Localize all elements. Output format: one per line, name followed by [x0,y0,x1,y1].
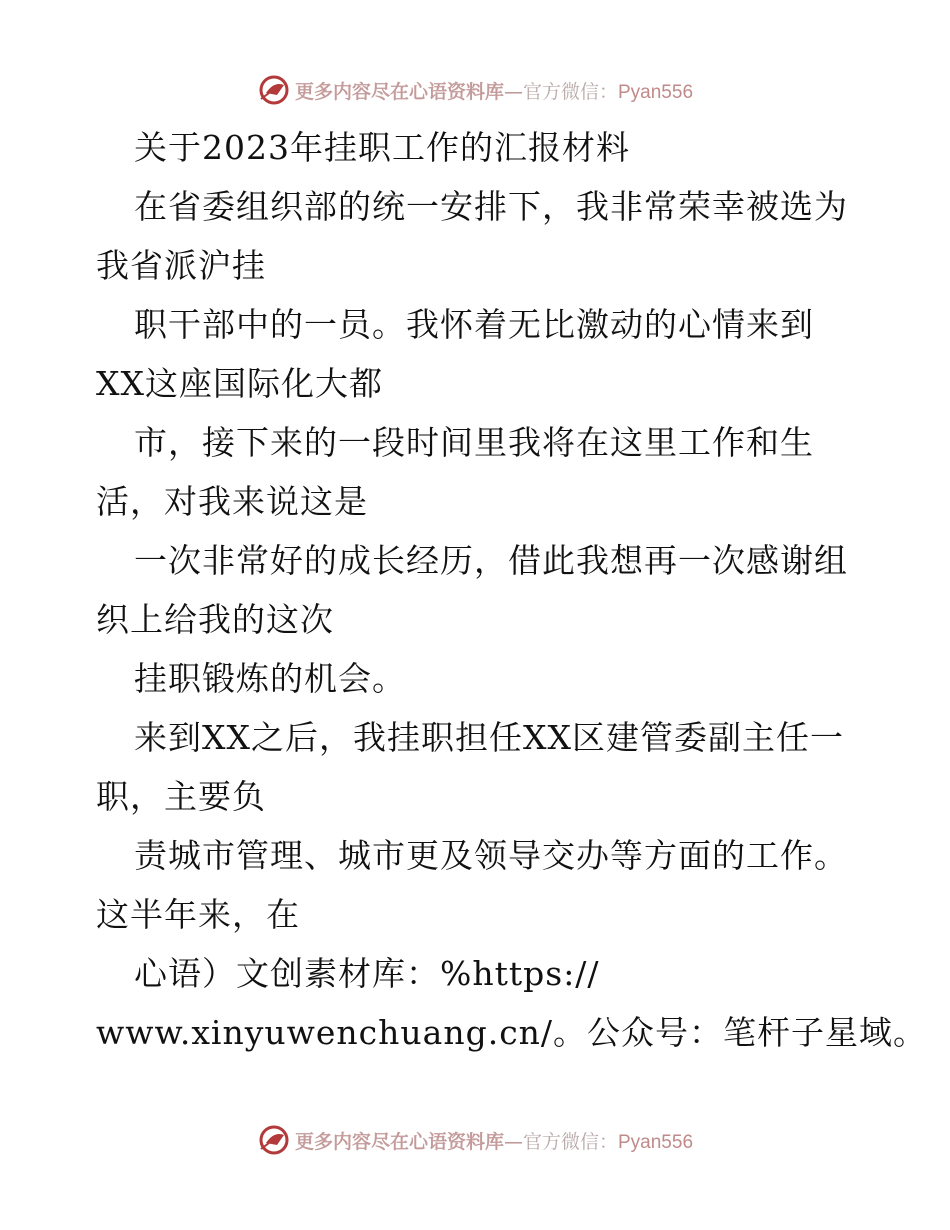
document-body [96,118,928,1062]
header-banner [0,70,950,110]
document-title: 关于2023年挂职工作的汇报材料 [134,128,630,167]
banner-dash: — [503,1130,523,1153]
text-line: 职，主要负 [96,777,266,816]
brand-logo-icon [257,1123,291,1157]
text-line: 在省委组织部的统一安排下，我非常荣幸被选为 [134,187,848,226]
text-line: 责城市管理、城市更及领导交办等方面的工作。 [134,836,848,875]
brand-logo-icon [257,73,291,107]
text-line: 我省派沪挂 [96,246,266,285]
text-line: www.xinyuwenchuang.cn/。公众号：笔杆子星域。 [96,1013,928,1052]
banner-wx-label: 官方微信： [522,1130,618,1153]
banner-account: Pyan556 [618,1131,694,1153]
banner-wx-label: 官方微信： [522,80,618,103]
text-line: 来到XX之后，我挂职担任XX区建管委副主任一 [134,718,844,757]
banner-dash: — [503,80,523,103]
banner-text [295,77,693,104]
text-line: 这半年来，在 [96,895,300,934]
text-line: XX这座国际化大都 [96,364,383,403]
text-line: 职干部中的一员。我怀着无比激动的心情来到 [134,305,814,344]
text-line: 挂职锻炼的机会。 [134,659,406,698]
footer-banner [0,1120,950,1160]
banner-account: Pyan556 [618,81,694,103]
text-line: 一次非常好的成长经历，借此我想再一次感谢组 [134,541,848,580]
text-line: 市，接下来的一段时间里我将在这里工作和生 [134,423,814,462]
banner-text [295,1127,693,1154]
text-line: 织上给我的这次 [96,600,334,639]
text-line: 心语）文创素材库：%https:// [134,954,600,993]
banner-title: 更多内容尽在心语资料库 [294,1130,504,1153]
text-line: 活，对我来说这是 [96,482,368,521]
banner-title: 更多内容尽在心语资料库 [294,80,504,103]
